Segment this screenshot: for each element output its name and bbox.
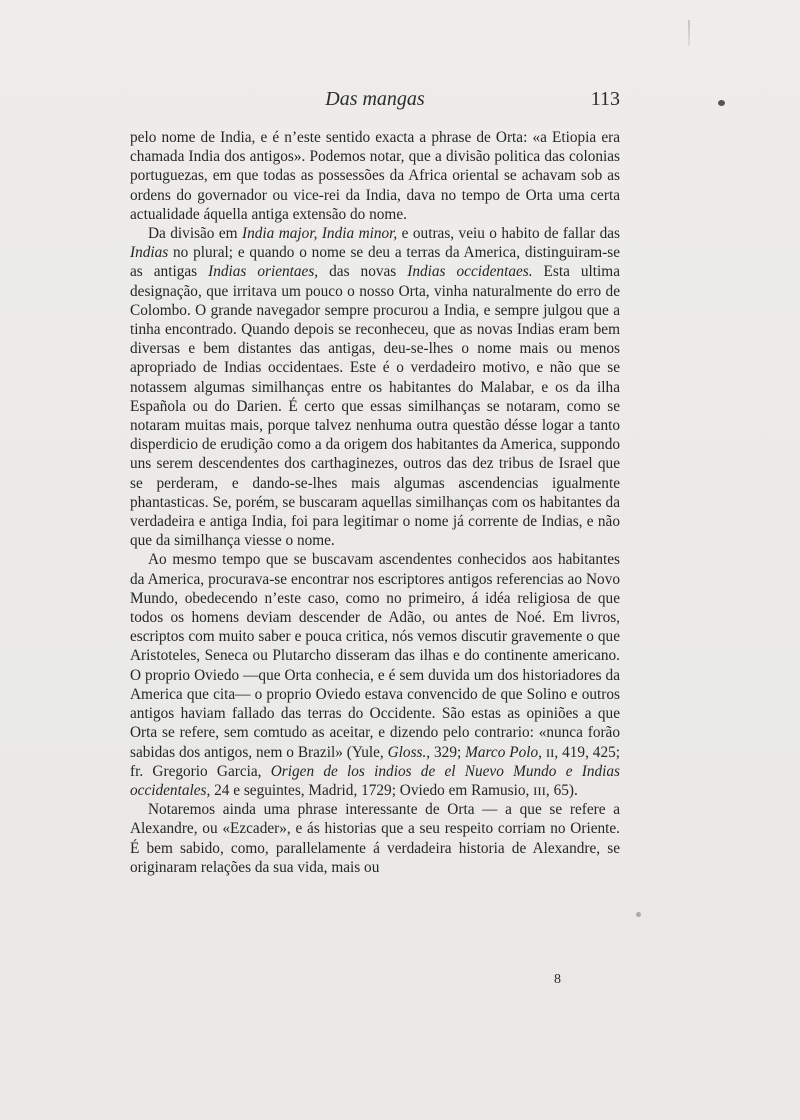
page-blemish bbox=[688, 20, 690, 46]
text-run: Ao mesmo tempo que se buscavam ascendentes conhecidos aos habitantes da America, procurava-se encontrar nos escriptores antigos referencias ao Novo Mundo, obedecendo n’este caso, como no primeiro, á idéa religiosa de que todos os homens deviam descender de Adão, ou antes de Noé. Em livros, escriptos com muito saber e pouca critica, nós vemos discutir gravemente o que Aristoteles, Seneca ou Plutarcho disseram das ilhas e do continente americano. O proprio Oviedo —que Orta conhecia, e é sem duvida um dos historiadores da America que cita— o proprio Oviedo estava convencido de que Solino e outros antigos haviam fallado das terras do Occidente. São estas as opiniões a que Orta se refere, sem comtudo as aceitar, e dizendo pelo contrario: «nunca forão sabidas dos antigos, nem o Brazil» (Yule, bbox=[130, 551, 620, 761]
italic-text: Gloss., bbox=[387, 743, 431, 761]
text-run: 329; bbox=[430, 743, 466, 761]
text-run: no plural; e quando o nome se deu a terras da America, distinguiram-se as antigas bbox=[130, 244, 620, 281]
text-run: ɪɪ, 419, 425; fr. Gregorio Garcia, bbox=[130, 743, 620, 780]
italic-text: Marco Polo, bbox=[465, 743, 542, 761]
italic-text: Indias bbox=[130, 244, 169, 262]
italic-text: India major, India minor, bbox=[242, 225, 398, 243]
text-run: Notaremos ainda uma phrase interessante de Orta — a que se refere a Alexandre, ou «Ezcader», e ás historias que a seu respeito corriam no Oriente. É bem sabido, como, parallelamente á verdadeira historia de Alexandre, se originaram relações da sua vida, mais ou bbox=[130, 801, 620, 876]
signature-mark: 8 bbox=[554, 972, 561, 987]
text-run: das novas bbox=[318, 263, 408, 281]
page-number: 113 bbox=[590, 88, 620, 110]
text-run: Esta ultima designação, que irritava um pouco o nosso Orta, vinha naturalmente do erro de Colombo. O grande navegador sempre procurou a India, e sempre julgou que a tinha encontrado. Quando depois se reconheceu, que as novas Indias eram bem diversas e bem distantes das antigas, deu-se-lhes o nome mais ou menos apropriado de Indias occidentaes. Este é o verdadeiro motivo, e não que se notassem algumas similhanças entre os habitantes do Malabar, e os da ilha Española ou do Darien. É certo que essas similhanças se notaram, como se notaram muitas mais, porque talvez nenhuma outra questão désse logar a tanto disperdicio de erudição como a da origem dos habitantes da America, suppondo uns serem descendentes dos carthaginezes, outros das dez tribus de Israel que se perderam, e dando-se-lhes mais algumas ascendencias igualmente phantasticas. Se, porém, se buscaram aquellas similhanças com os habitantes da verdadeira e antiga India, foi para legitimar o nome já corrente de Indias, e não que da similhança viesse o nome. bbox=[130, 263, 620, 550]
text-run: 24 e seguintes, Madrid, 1729; Oviedo em Ramusio, ɪɪɪ, 65). bbox=[210, 781, 578, 799]
text-run: pelo nome de India, e é n’este sentido exacta a phrase de Orta: «a Etiopia era chamada India dos antigos». Podemos notar, que a divisão politica das colonias portuguezas, em que todas as possessões da Africa oriental se achavam sob as ordens do governador ou vice-rei da India, dava no tempo de Orta uma certa actualidade áquella antiga extensão do nome. bbox=[130, 129, 620, 223]
body-text bbox=[130, 128, 620, 877]
running-title: Das mangas bbox=[325, 88, 425, 110]
running-header bbox=[130, 88, 620, 114]
paragraph bbox=[130, 128, 620, 224]
ink-speck bbox=[718, 100, 725, 106]
italic-text: Origen de los indios de el Nuevo Mundo e Indias occidentales, bbox=[130, 762, 620, 799]
text-run: e outras, veiu o habito de fallar das bbox=[397, 225, 621, 243]
paragraph bbox=[130, 224, 620, 550]
italic-text: Indias occidentaes. bbox=[407, 263, 533, 281]
text-run: Da divisão em bbox=[148, 225, 243, 243]
italic-text: Indias orientaes, bbox=[208, 263, 319, 281]
paragraph bbox=[130, 550, 620, 800]
ink-speck bbox=[636, 912, 641, 917]
paragraph bbox=[130, 800, 620, 877]
